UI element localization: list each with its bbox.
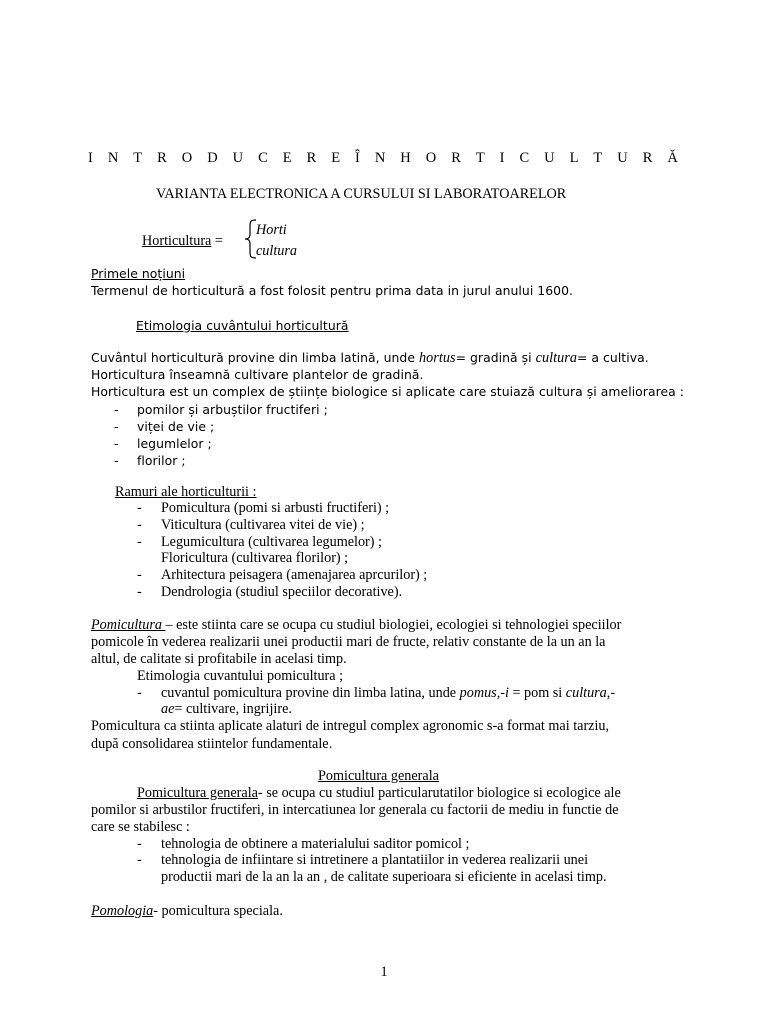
- pomicultura-etim-label: Etimologia cuvantului pomicultura ;: [137, 668, 344, 684]
- list-dash: -: [137, 567, 142, 583]
- section-heading-ramuri: Ramuri ale horticulturii :: [115, 484, 257, 500]
- list-dash: -: [137, 685, 142, 701]
- formula-lhs: [142, 233, 223, 251]
- etimologia-line-2: Horticultura înseamnă cultivare plantelor de gradină.: [91, 367, 424, 382]
- list-item: Floricultura (cultivarea florilor) ;: [161, 550, 349, 566]
- pomicultura-def-line-2: pomicole în vederea realizarii unei productii mari de fructe, relativ constante de la un an la: [91, 634, 606, 650]
- latin-term: hortus: [419, 350, 456, 366]
- section-heading-etimologia: Etimologia cuvântului horticultură: [136, 318, 349, 333]
- formula-bottom: cultura: [256, 243, 297, 259]
- list-item: viței de vie ;: [137, 419, 215, 434]
- list-dash: -: [137, 500, 142, 516]
- text-run: = gradină și: [455, 350, 536, 365]
- list-dash: -: [114, 419, 119, 434]
- title-letter: I: [88, 150, 93, 166]
- title-letter: Ă: [667, 150, 678, 166]
- pomicultura-para-line-1: Pomicultura ca stiinta aplicate alaturi de intregul complex agronomic s-a format mai tarziu,: [91, 718, 610, 734]
- title-letter: R: [451, 150, 461, 166]
- pomologia-line: [91, 903, 283, 921]
- list-item: Pomicultura (pomi si arbusti fructiferi) ;: [161, 500, 390, 516]
- list-item: Dendrologia (studiul speciilor decorative).: [161, 584, 403, 600]
- list-dash: -: [114, 436, 119, 451]
- text-run: - se ocupa cu studiul particularutatilor biologice si ecologice ale: [257, 785, 621, 801]
- list-dash: -: [137, 534, 142, 550]
- pomicultura-para-line-2: [91, 735, 333, 754]
- list-item: florilor ;: [137, 453, 186, 468]
- list-item: tehnologia de obtinere a materialului saditor pomicol ;: [161, 836, 470, 852]
- title-letter: U: [544, 150, 555, 166]
- text-run: = cultivare, ingrijire.: [174, 701, 292, 717]
- text-run: = a cultiva.: [577, 350, 649, 365]
- generala-def-line-1: [137, 785, 621, 803]
- formula-top: Horti: [256, 222, 287, 238]
- title-letter: R: [157, 150, 167, 166]
- text-run: Cuvântul horticultură provine din limba latină, unde: [91, 350, 420, 365]
- title-letter: R: [306, 150, 317, 166]
- document-subtitle: VARIANTA ELECTRONICA A CURSULUI SI LABORATOARELOR: [156, 186, 567, 202]
- title-letter: O: [425, 150, 437, 166]
- title-letter: T: [475, 150, 485, 166]
- text-run: ,-: [606, 685, 616, 701]
- document-title: [88, 150, 678, 168]
- generala-def-line-2: pomilor si arbustilor fructiferi, in intercatiunea lor generala cu factorii de mediu in functie de: [91, 802, 619, 818]
- text-run: .: [328, 736, 333, 751]
- title-letter: O: [181, 150, 193, 166]
- list-item: tehnologia de infiintare si intretinere a plantatiilor in vederea realizarii unei: [161, 852, 589, 868]
- list-item: pomilor și arbuștilor fructiferi ;: [137, 402, 328, 417]
- text-run: - pomicultura speciala.: [153, 903, 283, 919]
- title-letter: U: [232, 150, 244, 166]
- text-run: = pom si: [508, 685, 566, 701]
- list-dash: -: [137, 584, 142, 600]
- page-number: 1: [380, 964, 388, 980]
- list-item: Legumicultura (cultivarea legumelor) ;: [161, 534, 382, 550]
- title-letter: C: [258, 150, 268, 166]
- title-letter: Î: [355, 150, 360, 166]
- title-letter: R: [642, 150, 653, 166]
- etimologia-line-3: Horticultura est un complex de științe biologice si aplicate care stuiază cultura și ameliorarea :: [91, 384, 684, 399]
- latin-term: cultura: [535, 350, 577, 366]
- generala-def-line-3: care se stabilesc :: [91, 819, 190, 835]
- defined-term: Pomologia: [91, 903, 154, 919]
- latin-term: ae: [161, 701, 175, 717]
- title-letter: T: [593, 150, 603, 166]
- title-letter: U: [617, 150, 628, 166]
- title-letter: E: [282, 150, 292, 166]
- pomicultura-etim-line-1: [161, 685, 615, 703]
- etimologia-line-1: [91, 349, 649, 368]
- list-dash: -: [137, 517, 142, 533]
- defined-term: Pomicultura generala: [137, 785, 258, 801]
- pomicultura-etim-line-2: [161, 701, 292, 719]
- latin-term: pomus,-i: [459, 685, 509, 701]
- list-item-continuation: productii mari de la an la an , de calitate superioara si eficiente in acelasi timp.: [161, 869, 607, 885]
- title-letter: D: [207, 150, 218, 166]
- title-letter: L: [569, 150, 579, 166]
- title-letter: E: [331, 150, 341, 166]
- title-letter: N: [107, 150, 119, 166]
- section-heading-primele: Primele noțiuni: [91, 266, 186, 281]
- text-run: după consolidarea stiintelor fundamentale: [91, 736, 329, 752]
- list-dash: -: [137, 852, 142, 868]
- list-item: legumlelor ;: [137, 436, 212, 451]
- primele-text: Termenul de horticultură a fost folosit pentru prima data in jurul anului 1600.: [91, 283, 574, 298]
- list-dash: -: [114, 402, 119, 417]
- list-item: Arhitectura peisagera (amenajarea aprcurilor) ;: [161, 567, 428, 583]
- defined-term: Pomicultura: [91, 617, 166, 633]
- text-run: cuvantul pomicultura provine din limba latina, unde: [161, 685, 460, 701]
- list-dash: -: [114, 453, 119, 468]
- list-item: Viticultura (cultivarea vitei de vie) ;: [161, 517, 365, 533]
- latin-term: cultura: [565, 685, 607, 701]
- list-dash: -: [137, 836, 142, 852]
- title-letter: H: [400, 150, 411, 166]
- title-letter: N: [374, 150, 386, 166]
- section-heading-generala: Pomicultura generala: [318, 768, 439, 784]
- pomicultura-def-line-1: [91, 617, 621, 635]
- formula-equals: =: [211, 233, 223, 249]
- pomicultura-def-line-3: altul, de calitate si profitabile in acelasi timp.: [91, 651, 347, 667]
- title-letter: I: [499, 150, 505, 166]
- title-letter: T: [133, 150, 143, 166]
- text-run: – este stiinta care se ocupa cu studiul biologiei, ecologiei si tehnologiei speciilor: [165, 617, 622, 633]
- formula-term: Horticultura: [142, 233, 212, 249]
- title-letter: C: [519, 150, 530, 166]
